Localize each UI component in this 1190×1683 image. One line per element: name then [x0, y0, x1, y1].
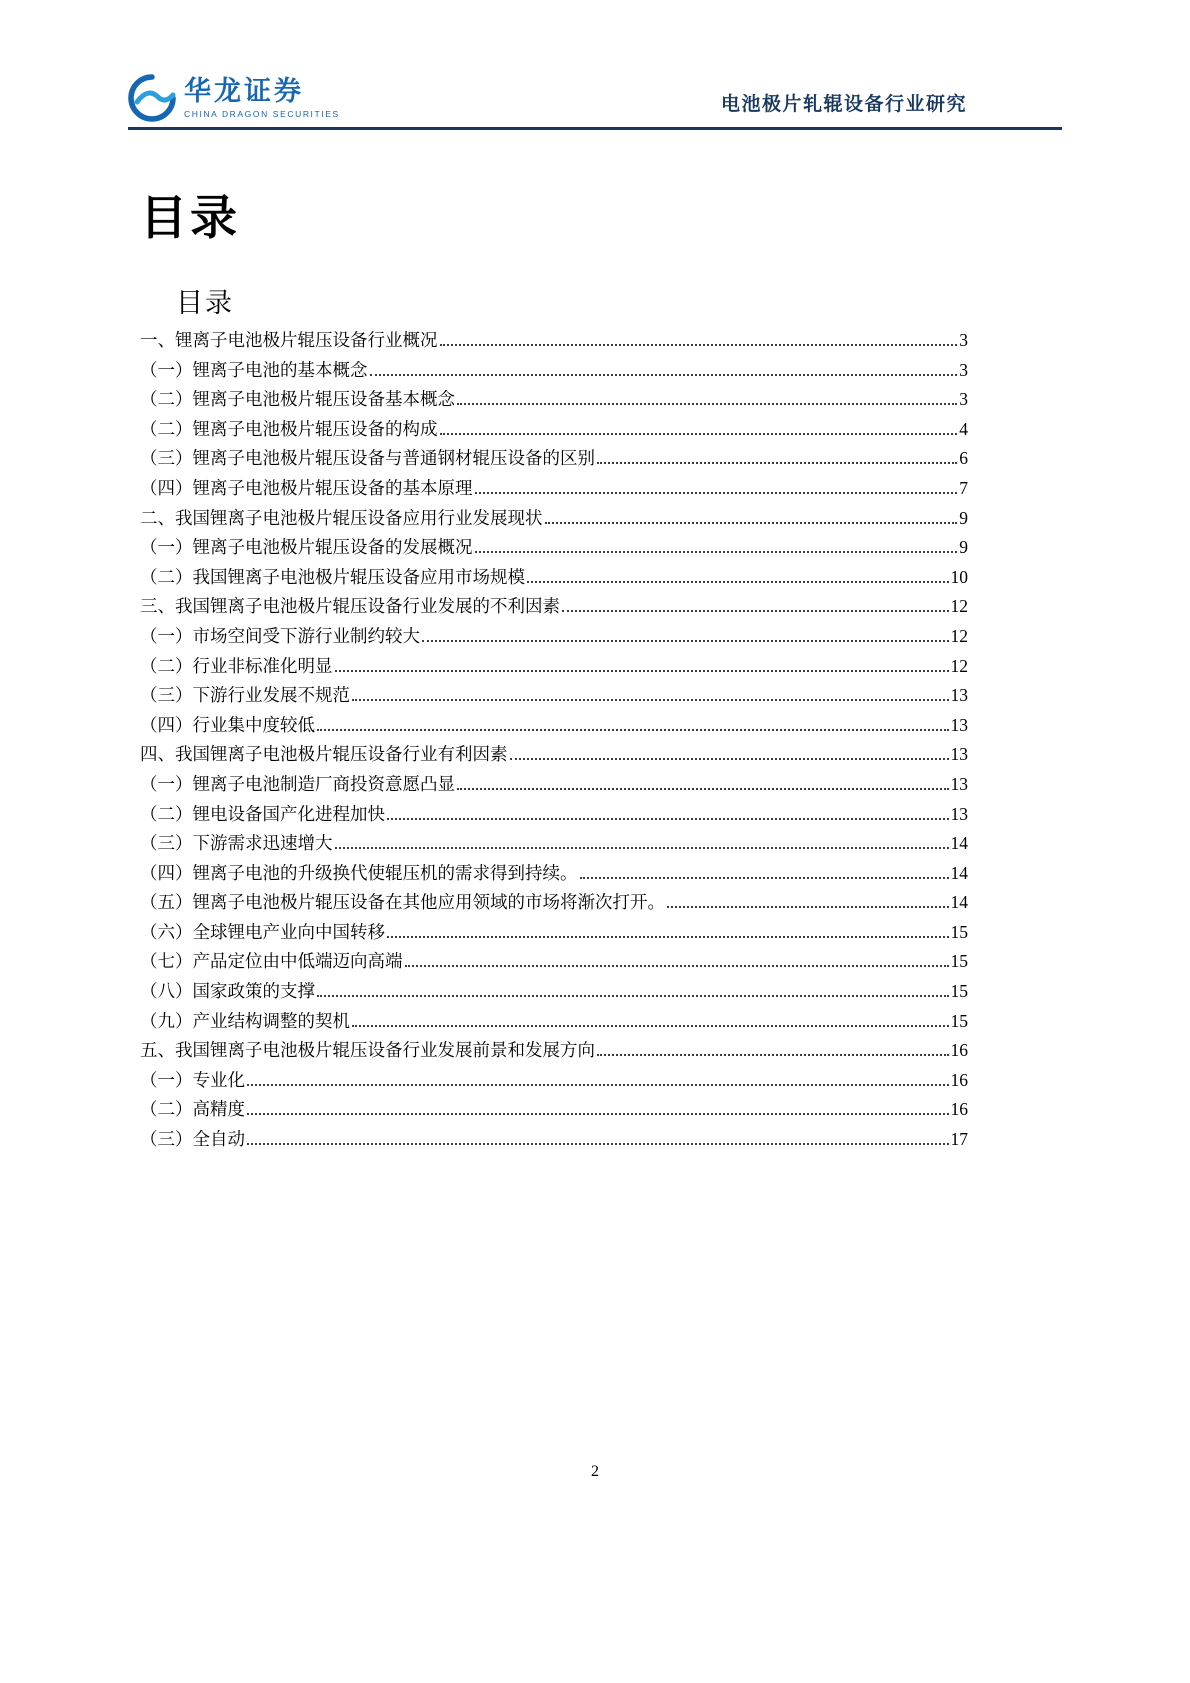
toc-entry[interactable] — [140, 860, 968, 890]
toc-entry-page: 3 — [959, 330, 968, 350]
toc-entry[interactable] — [140, 357, 968, 387]
toc-entry-page: 14 — [950, 862, 968, 883]
toc-leader-dots — [475, 492, 958, 494]
toc-entry-title: （三）下游需求迅速增大 — [140, 833, 333, 854]
toc-leader-dots — [405, 965, 949, 967]
toc-entry-title: （八）国家政策的支撑 — [140, 981, 315, 1002]
page-footer — [0, 1463, 1190, 1481]
toc-entry-title: （一）锂离子电池极片辊压设备的发展概况 — [140, 537, 473, 558]
toc-leader-dots — [387, 818, 949, 820]
toc-leader-dots — [440, 344, 958, 346]
toc-entry[interactable] — [140, 623, 968, 653]
toc-entry[interactable] — [140, 505, 968, 535]
toc-entry-title: （二）高精度 — [140, 1099, 245, 1120]
toc-leader-dots — [597, 462, 957, 464]
toc-entry-title: （三）锂离子电池极片辊压设备与普通钢材辊压设备的区别 — [140, 448, 595, 469]
page-title: 目录 — [140, 193, 240, 245]
toc-entry-title: 二、我国锂离子电池极片辊压设备应用行业发展现状 — [140, 507, 543, 528]
toc-entry[interactable] — [140, 416, 968, 446]
toc-entry-title: （三）全自动 — [140, 1129, 245, 1150]
toc-leader-dots — [667, 906, 949, 908]
toc-leader-dots — [580, 877, 949, 879]
toc-list — [140, 327, 968, 1156]
toc-entry-title: （一）市场空间受下游行业制约较大 — [140, 625, 420, 646]
toc-entry-title: （五）锂离子电池极片辊压设备在其他应用领域的市场将渐次打开。 — [140, 892, 665, 913]
footer-page-number: 2 — [591, 1463, 599, 1480]
toc-leader-dots — [387, 936, 949, 938]
toc-entry-title: （四）行业集中度较低 — [140, 714, 315, 735]
toc-leader-dots — [335, 847, 949, 849]
toc-entry-page: 7 — [959, 477, 968, 498]
toc-entry-page: 12 — [950, 625, 968, 646]
toc-entry-title: （二）行业非标准化明显 — [140, 655, 333, 676]
toc-entry-page: 4 — [959, 418, 968, 439]
toc-entry[interactable] — [140, 475, 968, 505]
toc-entry[interactable] — [140, 830, 968, 860]
report-title: 电池极片轧辊设备行业研究 — [720, 94, 967, 115]
toc-entry-title: （四）锂离子电池的升级换代使辊压机的需求得到持续。 — [140, 862, 578, 883]
brand-name: 华龙证券 — [184, 76, 304, 107]
toc-entry-title: （四）锂离子电池极片辊压设备的基本原理 — [140, 477, 473, 498]
toc-entry-page: 16 — [950, 1040, 968, 1061]
company-logo-text — [184, 77, 340, 118]
toc-entry-page: 15 — [950, 981, 968, 1002]
toc-entry[interactable] — [140, 771, 968, 801]
toc-entry-page: 16 — [950, 1069, 968, 1090]
toc-entry[interactable] — [140, 1008, 968, 1038]
toc-entry-title: （一）锂离子电池制造厂商投资意愿凸显 — [140, 773, 455, 794]
toc-entry-page: 3 — [959, 389, 968, 410]
toc-entry-page: 13 — [950, 714, 968, 735]
toc-entry-page: 9 — [959, 507, 968, 528]
toc-leader-dots — [457, 403, 957, 405]
toc-entry[interactable] — [140, 1037, 968, 1067]
toc-entry[interactable] — [140, 1067, 968, 1097]
toc-leader-dots — [247, 1113, 949, 1115]
dragon-swoosh-icon — [128, 74, 176, 122]
toc-entry-title: 五、我国锂离子电池极片辊压设备行业发展前景和发展方向 — [140, 1040, 595, 1061]
toc-entry-page: 10 — [950, 566, 968, 587]
toc-entry[interactable] — [140, 564, 968, 594]
toc-entry[interactable] — [140, 919, 968, 949]
brand-subtitle: CHINA DRAGON SECURITIES — [184, 108, 340, 119]
toc-leader-dots — [440, 433, 958, 435]
toc-leader-dots — [562, 610, 949, 612]
toc-entry-page: 3 — [959, 359, 968, 380]
toc-entry[interactable] — [140, 534, 968, 564]
toc-entry-page: 15 — [950, 921, 968, 942]
toc-entry-title: （一）锂离子电池的基本概念 — [140, 359, 368, 380]
toc-entry[interactable] — [140, 741, 968, 771]
toc-entry-page: 15 — [950, 1010, 968, 1031]
toc-section-heading: 目录 — [176, 288, 234, 318]
toc-entry-page: 13 — [950, 773, 968, 794]
toc-entry-title: 三、我国锂离子电池极片辊压设备行业发展的不利因素 — [140, 596, 560, 617]
toc-entry-title: 四、我国锂离子电池极片辊压设备行业有利因素 — [140, 744, 508, 765]
toc-entry[interactable] — [140, 948, 968, 978]
toc-entry-page: 14 — [950, 833, 968, 854]
toc-leader-dots — [527, 581, 949, 583]
toc-entry[interactable] — [140, 1126, 968, 1156]
toc-leader-dots — [597, 1054, 949, 1056]
page-header — [128, 74, 1062, 130]
toc-entry[interactable] — [140, 445, 968, 475]
toc-leader-dots — [317, 995, 949, 997]
toc-entry-title: （七）产品定位由中低端迈向高端 — [140, 951, 403, 972]
toc-entry[interactable] — [140, 801, 968, 831]
toc-entry-title: （二）锂离子电池极片辊压设备基本概念 — [140, 389, 455, 410]
toc-entry-title: （三）下游行业发展不规范 — [140, 685, 350, 706]
toc-entry[interactable] — [140, 889, 968, 919]
toc-entry-page: 17 — [950, 1129, 968, 1150]
toc-entry[interactable] — [140, 1096, 968, 1126]
toc-entry-page: 12 — [950, 655, 968, 676]
toc-entry[interactable] — [140, 327, 968, 357]
toc-leader-dots — [370, 374, 958, 376]
toc-leader-dots — [352, 699, 949, 701]
toc-entry-title: （一）专业化 — [140, 1069, 245, 1090]
toc-entry[interactable] — [140, 712, 968, 742]
toc-leader-dots — [247, 1084, 949, 1086]
toc-entry-page: 16 — [950, 1099, 968, 1120]
toc-entry[interactable] — [140, 978, 968, 1008]
toc-leader-dots — [457, 788, 949, 790]
toc-leader-dots — [352, 1025, 949, 1027]
toc-entry-page: 13 — [950, 744, 968, 765]
toc-leader-dots — [247, 1143, 949, 1145]
toc-entry[interactable] — [140, 653, 968, 683]
toc-entry-title: （二）锂电设备国产化进程加快 — [140, 803, 385, 824]
toc-entry-page: 9 — [959, 537, 968, 558]
toc-entry-page: 12 — [950, 596, 968, 617]
toc-entry-page: 6 — [959, 448, 968, 469]
toc-entry-title: （九）产业结构调整的契机 — [140, 1010, 350, 1031]
toc-entry-title: （二）锂离子电池极片辊压设备的构成 — [140, 418, 438, 439]
company-logo — [128, 74, 340, 122]
toc-leader-dots — [545, 522, 958, 524]
toc-leader-dots — [422, 640, 949, 642]
toc-leader-dots — [335, 670, 949, 672]
toc-entry-page: 14 — [950, 892, 968, 913]
toc-entry-page: 15 — [950, 951, 968, 972]
toc-leader-dots — [510, 758, 949, 760]
toc-leader-dots — [317, 729, 949, 731]
toc-leader-dots — [475, 551, 958, 553]
toc-entry-page: 13 — [950, 685, 968, 706]
toc-entry[interactable] — [140, 682, 968, 712]
toc-entry-title: 一、锂离子电池极片辊压设备行业概况 — [140, 330, 438, 350]
toc-entry[interactable] — [140, 593, 968, 623]
toc-entry-page: 13 — [950, 803, 968, 824]
toc-entry-title: （六）全球锂电产业向中国转移 — [140, 921, 385, 942]
toc-entry[interactable] — [140, 386, 968, 416]
toc-entry-title: （二）我国锂离子电池极片辊压设备应用市场规模 — [140, 566, 525, 587]
